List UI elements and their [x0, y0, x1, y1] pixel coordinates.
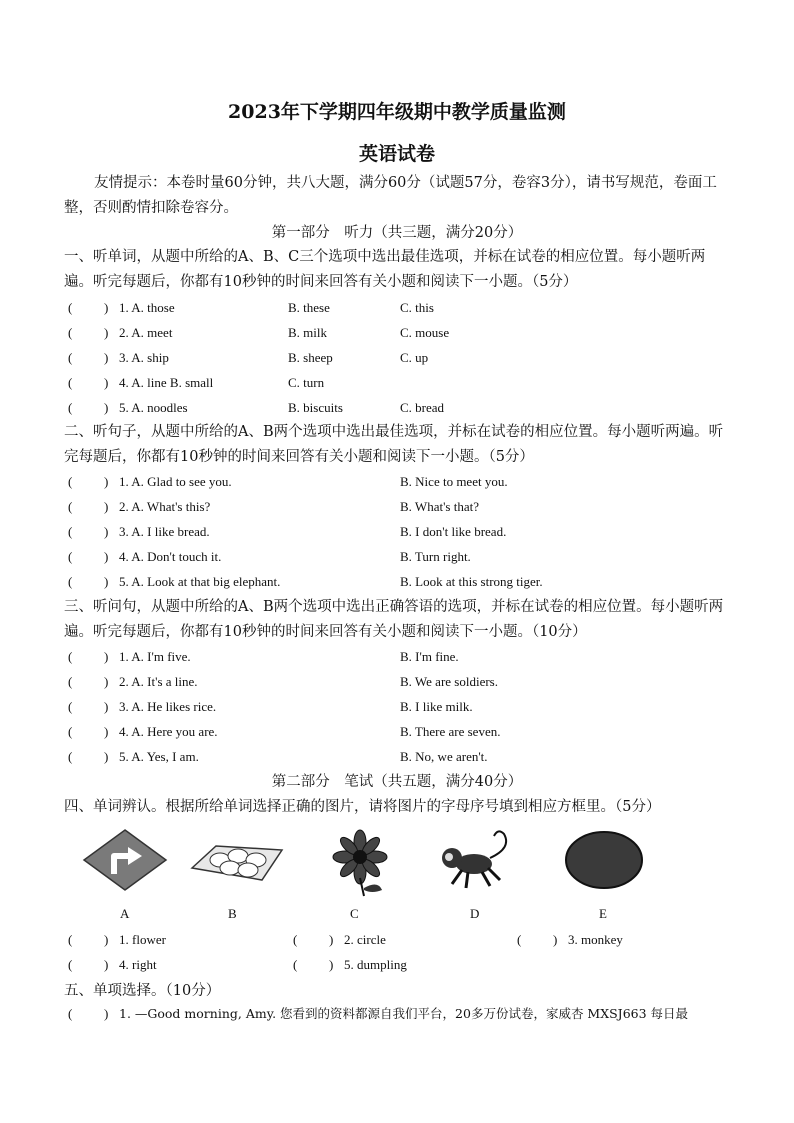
option-a: 1. A. those: [119, 300, 175, 315]
option-b: B. I don't like bread.: [400, 524, 507, 539]
option-a: 1. A. I'm five.: [119, 649, 191, 664]
sec3-question-4: [68, 722, 748, 742]
answer-paren-left: (: [68, 724, 73, 739]
option-b: B. these: [288, 300, 330, 315]
sec1-question-2: [68, 323, 748, 343]
answer-paren-right: ): [104, 499, 109, 514]
part2-heading: 第二部分 笔试（共五题，满分40分）: [271, 774, 523, 790]
sec2-question-3: [68, 522, 748, 542]
option-a: 5. A. noodles: [119, 400, 188, 415]
word-item-flower: ( ) 1. flower: [68, 932, 166, 947]
sec2-heading: 二、听句子，从题中所给的A、B两个选项中选出最佳选项，并标在试卷的相应位置。每小题听两遍。听完每题后，你都有10秒钟的时间来回答有关小题和阅读下一小题。（5分）: [64, 424, 724, 465]
word-item-circle: ( ) 2. circle: [293, 932, 386, 947]
picture-label-b: B: [228, 906, 237, 921]
option-b: B. biscuits: [288, 400, 343, 415]
sec3-question-5: [68, 747, 748, 767]
answer-paren-left: (: [68, 524, 73, 539]
answer-paren-left: (: [68, 749, 73, 764]
answer-paren-left: (: [68, 574, 73, 589]
sec2-question-1: [68, 472, 748, 492]
option-a: 4. A. Don't touch it.: [119, 549, 222, 564]
option-b: B. There are seven.: [400, 724, 501, 739]
picture-label-a: A: [120, 906, 130, 921]
sec4-heading: 四、单词辨认。根据所给单词选择正确的图片，请将图片的字母序号填到相应方框里。（5分）: [64, 799, 661, 815]
word-item-dumpling: ( ) 5. dumpling: [293, 957, 407, 972]
sec1-question-4: [68, 373, 748, 393]
option-a: 3. A. He likes rice.: [119, 699, 217, 714]
answer-paren-left: (: [68, 325, 73, 340]
exam-subtitle: 英语试卷: [358, 143, 435, 165]
sec5-heading: 五、单项选择。（10分）: [64, 983, 221, 999]
option-b: C. turn: [288, 375, 325, 390]
option-b: B. sheep: [288, 350, 333, 365]
answer-paren-right: ): [104, 724, 109, 739]
answer-paren-left: (: [68, 649, 73, 664]
option-a: 5. A. Look at that big elephant.: [119, 574, 281, 589]
picture-label-d: D: [470, 906, 480, 921]
monkey-icon: [432, 828, 514, 894]
option-a: 4. A. line B. small: [119, 375, 214, 390]
option-a: 4. A. Here you are.: [119, 724, 218, 739]
notice-text: 友情提示：本卷时量60分钟，共八大题，满分60分（试题57分，卷容3分），请书写规范，卷面工整，否则酌情扣除卷容分。: [64, 175, 717, 216]
part1-heading: 第一部分 听力（共三题，满分20分）: [271, 225, 523, 241]
answer-paren-right: ): [104, 524, 109, 539]
answer-paren-right: ): [104, 400, 109, 415]
option-a: 5. A. Yes, I am.: [119, 749, 199, 764]
picture-label-e: E: [599, 906, 607, 921]
sec2-question-4: [68, 547, 748, 567]
answer-paren-right: ): [104, 674, 109, 689]
answer-paren-left: (: [68, 474, 73, 489]
option-b: B. I like milk.: [400, 699, 473, 714]
option-b: B. Turn right.: [400, 549, 471, 564]
option-a: 2. A. What's this?: [119, 499, 211, 514]
flower-icon: [320, 828, 400, 898]
answer-paren-left: (: [68, 400, 73, 415]
sec1-question-3: [68, 348, 748, 368]
answer-paren-right: ): [104, 549, 109, 564]
option-c: C. bread: [400, 400, 445, 415]
answer-paren-right: ): [104, 350, 109, 365]
answer-paren-left: (: [68, 549, 73, 564]
option-c: C. up: [400, 350, 429, 365]
option-b: B. milk: [288, 325, 328, 340]
sec2-question-5: [68, 572, 748, 592]
sec3-question-2: [68, 672, 748, 692]
option-b: B. Look at this strong tiger.: [400, 574, 543, 589]
sec2-question-2: [68, 497, 748, 517]
sec1-question-1: [68, 298, 748, 318]
option-a: 3. A. ship: [119, 350, 169, 365]
option-a: 1. A. Glad to see you.: [119, 474, 232, 489]
dumplings-icon: [186, 828, 286, 888]
option-a: 2. A. It's a line.: [119, 674, 198, 689]
answer-paren-right: ): [104, 699, 109, 714]
answer-paren-left: (: [68, 375, 73, 390]
answer-paren-right: ): [104, 749, 109, 764]
sec5-question-1: ( ) 1. —Good morning, Amy. 您看到的资料都源自我们平台，20多万份试卷，家威杏 MXSJ663 每日最: [68, 1006, 689, 1021]
answer-paren-left: (: [68, 499, 73, 514]
option-c: C. this: [400, 300, 434, 315]
picture-label-c: C: [350, 906, 359, 921]
sec1-heading: 一、听单词，从题中所给的A、B、C三个选项中选出最佳选项，并标在试卷的相应位置。每小题听两遍。听完每题后，你都有10秒钟的时间来回答有关小题和阅读下一小题。（5分）: [64, 249, 706, 290]
exam-title: 2023年下学期四年级期中教学质量监测: [228, 101, 566, 123]
answer-paren-left: (: [68, 350, 73, 365]
word-item-right: ( ) 4. right: [68, 957, 157, 972]
answer-paren-right: ): [104, 375, 109, 390]
sec3-question-3: [68, 697, 748, 717]
option-b: B. I'm fine.: [400, 649, 459, 664]
answer-paren-right: ): [104, 300, 109, 315]
answer-paren-right: ): [104, 474, 109, 489]
option-c: C. mouse: [400, 325, 450, 340]
option-b: B. No, we aren't.: [400, 749, 488, 764]
answer-paren-right: ): [104, 574, 109, 589]
turn-right-sign-icon: [82, 828, 168, 892]
circle-icon: [562, 828, 646, 892]
option-a: 3. A. I like bread.: [119, 524, 210, 539]
answer-paren-left: (: [68, 674, 73, 689]
answer-paren-right: ): [104, 325, 109, 340]
option-b: B. Nice to meet you.: [400, 474, 508, 489]
option-b: B. What's that?: [400, 499, 480, 514]
sec3-heading: 三、听问句，从题中所给的A、B两个选项中选出正确答语的选项，并标在试卷的相应位置。每小题听两遍。听完每题后，你都有10秒钟的时间来回答有关小题和阅读下一小题。（10分）: [64, 599, 724, 640]
answer-paren-right: ): [104, 649, 109, 664]
option-b: B. We are soldiers.: [400, 674, 498, 689]
answer-paren-left: (: [68, 699, 73, 714]
sec3-question-1: [68, 647, 748, 667]
option-a: 2. A. meet: [119, 325, 173, 340]
sec1-question-5: [68, 398, 748, 418]
answer-paren-left: (: [68, 300, 73, 315]
word-item-monkey: ( ) 3. monkey: [517, 932, 623, 947]
